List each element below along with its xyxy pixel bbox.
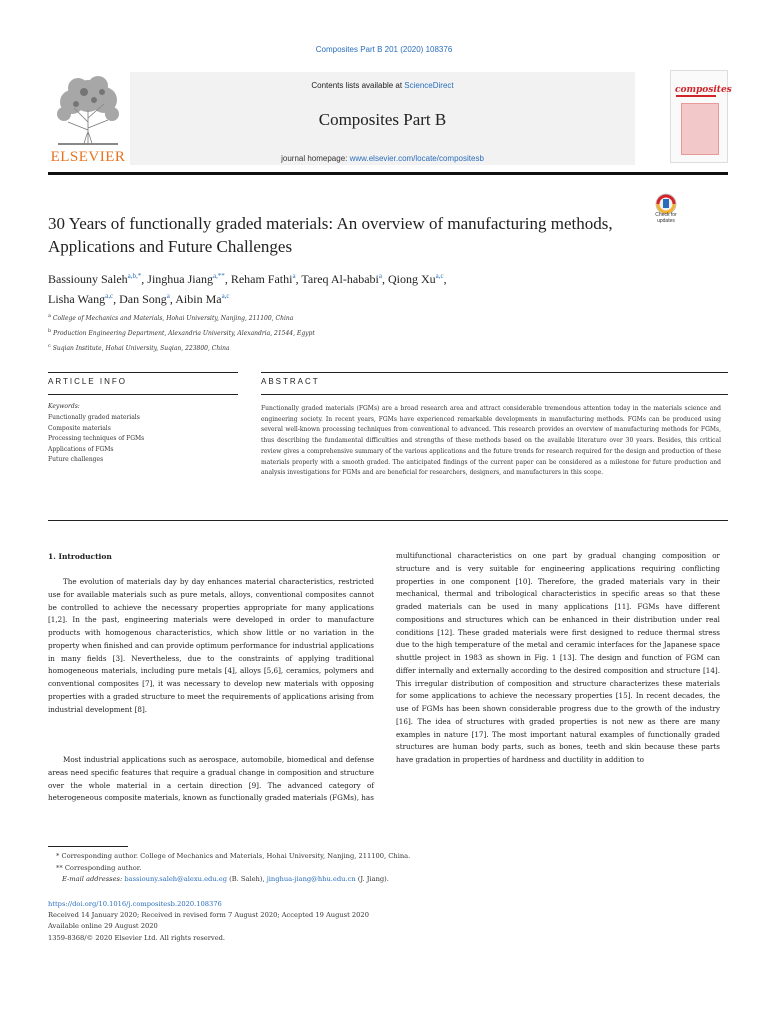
email-owner-jiang: (J. Jiang). (355, 875, 389, 883)
copyright: 1359-8368/© 2020 Elsevier Ltd. All rights reserved. (48, 933, 226, 942)
affiliation-text: Production Engineering Department, Alexandria University, Alexandria, 21544, Egypt (53, 330, 315, 337)
author-marks[interactable]: a,c (221, 292, 230, 300)
author-marks[interactable]: a,c (105, 292, 114, 300)
article-info-rule-top (48, 372, 238, 373)
keyword: Functionally graded materials (48, 414, 140, 421)
affiliation (48, 325, 648, 340)
contents-line (130, 81, 635, 90)
footnote-rule (48, 846, 128, 847)
affiliation-text: College of Mechanics and Materials, Hohai University, Nanjing, 211100, China (52, 315, 294, 322)
journal-title: Composites Part B (318, 110, 447, 129)
author[interactable]: Qiong Xu (387, 272, 436, 286)
intro-paragraph-3: multifunctional characteristics on one part by gradual changing composition or structure and is very suitable for engineering applications requiring conflicting properties in one component [10]. Therefore, the graded materials vary in their mechanical, thermal and tribological characteristics in specific areas so that these graded materials can be used in many applications [11]. FGMs have different compositions and structures which can be enhanced in their distribution under real conditions [12]. These graded materials were first designed to reduce thermal stress due to the high temperature of the metal and ceramic interfaces for the Japanese space shuttle project in 1983 as shown in Fig. 1 [13]. The design and function of FGM can differ internally and externally according to the desired composition and structure [14]. This irregular distribution of composition and structure characterizes these materials for some applications to achieve the necessary properties [15]. In recent decades, the use of FGMs has been shown considerable progress due to the growth of the industry [16]. The idea of structures with graded properties is not new as there are many examples in nature [17]. The most important natural examples of functionally graded structures are human body parts, such as bones, teeth and skin because these parts have gradation in properties of hardness and ductility in addition to (396, 551, 720, 764)
homepage-prefix: journal homepage: (281, 154, 350, 163)
author-marks[interactable]: a (378, 272, 382, 280)
received-dates: Received 14 January 2020; Received in revised form 7 August 2020; Accepted 19 August 2020 (48, 911, 369, 920)
journal-cover-thumbnail[interactable] (670, 70, 732, 163)
footnote-corresponding-1: * Corresponding author. College of Mechanics and Materials, Hohai University, Nanjing, 211100, China. (56, 852, 411, 860)
email-owner-saleh: (B. Saleh), (226, 875, 267, 883)
masthead-center (130, 72, 635, 165)
affiliation-text: Suqian Institute, Hohai University, Suqian, 223800, China (52, 345, 230, 352)
keyword: Composite materials (48, 424, 111, 432)
abstract-end-rule (48, 520, 728, 521)
abstract-rule-top (261, 372, 728, 373)
sciencedirect-link[interactable]: ScienceDirect (404, 81, 454, 90)
author[interactable]: Bassiouny Saleh (48, 272, 128, 286)
abstract-text: Functionally graded materials (FGMs) are a broad research area and attract considerable tremendous attention today in the materials science and engineering society. In recent years, FGMs have experienced remarkable developments in manufacturing methods. FGMs can be produced using several well-known processing techniques from conventional to advanced. This research provides an overview of manufacturing methods for FGMs, thus describing the fundamental difficulties and strengths of these methods based on the available literature over 30 years. Besides, this critical review gives a comprehensive summary of the various applications and the future trends for research required for the design and production of these materials properly with a smooth graded. The anticipated findings of the current paper can be considered as a milestone for future production and analysis investigations for FGMs and are beneficial for researchers, designers, and manufacturers in this scope. (261, 405, 721, 477)
publication-info (48, 899, 548, 944)
article-info-heading: ARTICLE INFO (48, 377, 127, 386)
author-marks[interactable]: a,c (435, 272, 444, 280)
author-marks[interactable]: a,b,* (127, 272, 142, 280)
article-info-rule-bottom (48, 394, 238, 395)
cover-image (681, 103, 719, 155)
article-title: 30 Years of functionally graded materials: An overview of manufacturing methods, Applications and Future Challenges (48, 214, 613, 256)
author-marks[interactable]: a (166, 292, 170, 300)
available-online: Available online 29 August 2020 (48, 922, 158, 931)
cover-title: composites (675, 85, 732, 95)
keyword: Future challenges (48, 456, 104, 464)
affiliation-mark: c (48, 343, 51, 349)
keywords-label: Keywords: (48, 403, 80, 410)
contents-prefix: Contents lists available at (311, 81, 405, 90)
author[interactable]: Jinghua Jiang (147, 272, 213, 286)
doi-link[interactable]: https://doi.org/10.1016/j.compositesb.2020.108376 (48, 900, 222, 908)
journal-reference[interactable]: Composites Part B 201 (2020) 108376 (315, 45, 453, 54)
homepage-link[interactable]: www.elsevier.com/locate/compositesb (349, 154, 484, 163)
email-link-jiang[interactable]: jinghua-jiang@hhu.edu.cn (266, 875, 356, 883)
author-marks[interactable]: a,** (212, 272, 225, 280)
keyword-list (48, 413, 238, 466)
author[interactable]: Reham Fathi (230, 272, 293, 286)
email-label: E-mail addresses: (62, 875, 125, 883)
affiliation-mark: b (48, 328, 52, 334)
affiliation-mark: a (48, 313, 51, 319)
masthead (48, 70, 732, 173)
author-list: Bassiouny Saleh$^{a,b,*}$, Jinghua Jiang$^{a,**}$, Reham Fathi$^a$, Tareq Al-hababi$^a$, Qiong Xu$^{a,c}$, Lisha Wang$^{a,c}$, Dan Song$^a$, Aibin Ma$^{a,c}$ (48, 272, 447, 306)
author[interactable]: Tareq Al-hababi (301, 272, 379, 286)
abstract-heading: ABSTRACT (261, 377, 320, 386)
check-for-updates-label[interactable]: Check for updates (655, 212, 677, 224)
author[interactable]: Lisha Wang (48, 292, 106, 306)
intro-paragraph-2: Most industrial applications such as aerospace, automobile, biomedical and defense areas need specific features that require a gradual change in composition and structure over the whole material in a certain direction [9]. The advanced category of heterogeneous composite materials, known as functionally graded materials (FGMs), has (48, 755, 374, 803)
footnote-corresponding-2: ** Corresponding author. (56, 863, 142, 872)
abstract-rule-bottom (261, 394, 728, 395)
masthead-rule (48, 172, 728, 175)
author-marks[interactable]: a (292, 272, 296, 280)
cover-stripe (676, 95, 716, 97)
author[interactable]: Aibin Ma (175, 292, 222, 306)
affiliation (48, 310, 648, 325)
affiliation (48, 340, 648, 355)
footnote-emails (48, 874, 728, 886)
homepage-line (130, 154, 635, 163)
keyword: Applications of FGMs (48, 445, 114, 453)
intro-paragraph-1: The evolution of materials day by day enhances material characteristics, restricted use for available materials such as pure metals, alloys, conventional composites cannot be controlled to achieve the necessary properties appropriate for many applications [1,2]. In the past, engineering materials were developed in order to manufacture products with homogenous characteristics, which show little or no variation in the property when finished and can provide optimum performance for industrial applications in many fields [3]. Nevertheless, due to the constraints of applying traditional homogeneous materials, including pure metals [4], alloys [5,6], ceramics, polymers and conventional composites [7], it was necessary to develop new materials with opposing properties with a graded structure to meet the requirements of applications arising from industrial development [8]. (48, 577, 374, 714)
email-link-saleh[interactable]: bassiouny.saleh@alexu.edu.eg (124, 875, 227, 883)
affiliations (48, 310, 648, 355)
keyword: Processing techniques of FGMs (48, 435, 145, 443)
elsevier-wordmark: ELSEVIER (50, 149, 126, 165)
section-heading-introduction: 1. Introduction (48, 552, 112, 561)
author[interactable]: Dan Song (119, 292, 167, 306)
footnotes (48, 851, 728, 886)
